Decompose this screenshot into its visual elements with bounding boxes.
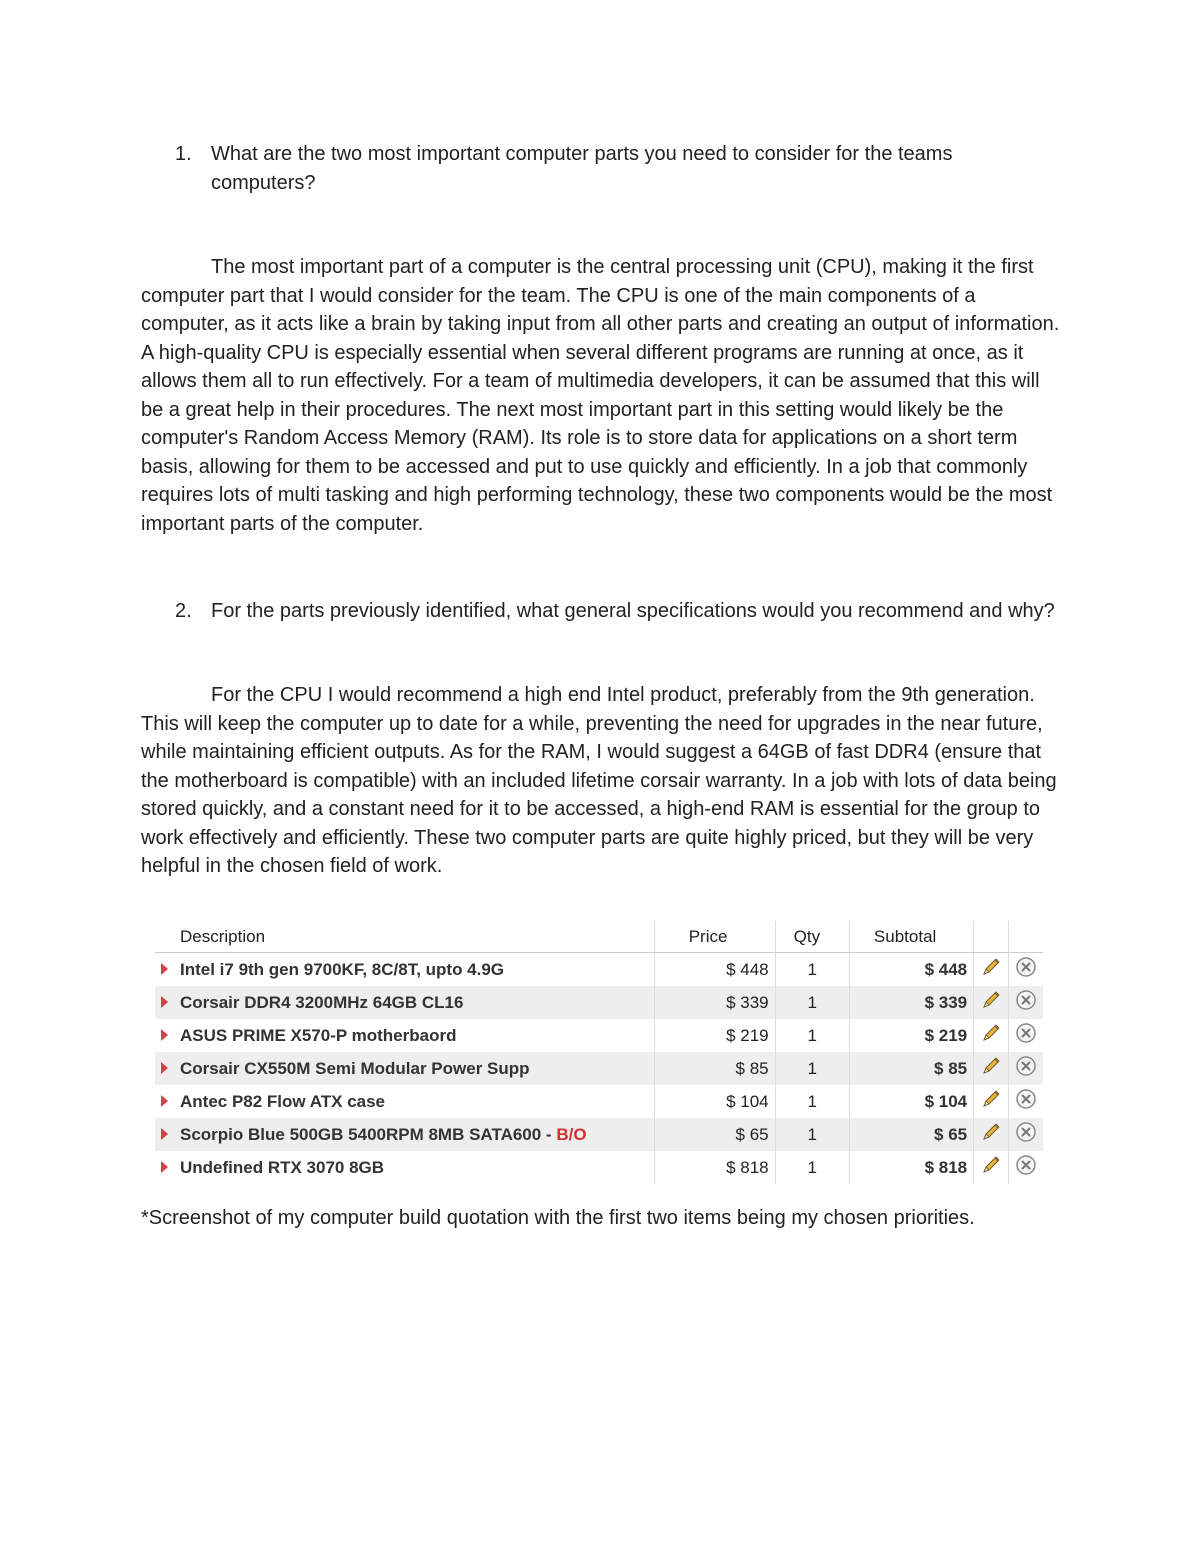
item-description: Undefined RTX 3070 8GB bbox=[180, 1157, 385, 1177]
item-qty: 1 bbox=[775, 1118, 849, 1151]
edit-cell bbox=[974, 1052, 1009, 1085]
item-qty: 1 bbox=[775, 1052, 849, 1085]
question-2 bbox=[175, 597, 1055, 626]
quotation-table bbox=[155, 921, 1043, 1184]
item-price: $ 85 bbox=[654, 1052, 775, 1085]
delete-cell bbox=[1009, 1085, 1043, 1118]
backorder-badge: B/O bbox=[556, 1124, 587, 1144]
header-edit-col bbox=[974, 921, 1009, 953]
item-description-cell bbox=[155, 1085, 654, 1118]
item-subtotal: $ 85 bbox=[849, 1052, 973, 1085]
item-subtotal: $ 219 bbox=[849, 1019, 973, 1052]
item-price: $ 448 bbox=[654, 953, 775, 987]
question-number: 1. bbox=[175, 143, 192, 165]
delete-cell bbox=[1009, 1052, 1043, 1085]
remove-circle-icon[interactable] bbox=[1015, 1022, 1037, 1049]
pencil-icon[interactable] bbox=[980, 1154, 1002, 1181]
table-row bbox=[155, 1151, 1043, 1184]
table-row bbox=[155, 1118, 1043, 1151]
remove-circle-icon[interactable] bbox=[1015, 956, 1037, 983]
edit-cell bbox=[974, 1151, 1009, 1184]
pencil-icon[interactable] bbox=[980, 1055, 1002, 1082]
expand-arrow-icon[interactable] bbox=[161, 1161, 168, 1173]
pencil-icon[interactable] bbox=[980, 1022, 1002, 1049]
item-description: Scorpio Blue 500GB 5400RPM 8MB SATA600 - bbox=[180, 1124, 557, 1144]
item-description-cell bbox=[155, 1052, 654, 1085]
item-price: $ 339 bbox=[654, 986, 775, 1019]
item-description: Antec P82 Flow ATX case bbox=[180, 1091, 386, 1111]
table-row bbox=[155, 986, 1043, 1019]
item-description-cell bbox=[155, 1151, 654, 1184]
table-row bbox=[155, 1052, 1043, 1085]
answer-1-paragraph: The most important part of a computer is the central processing unit (CPU), making it the first computer part that I would consider for the team. The CPU is one of the main components of a computer, as it acts like a brain by taking input from all other parts and creating an output of information. A high-quality CPU is especially essential when several different programs are running at once, as it allows them all to run effectively. For a team of multimedia developers, it can be assumed that this will be a great help in their procedures. The next most important part in this setting would likely be the computer's Random Access Memory (RAM). Its role is to store data for applications on a short term basis, allowing for them to be accessed and put to use quickly and efficiently. In a job that commonly requires lots of multi tasking and high performing technology, these two components would be the most important parts of the computer. bbox=[141, 256, 1060, 535]
pencil-icon[interactable] bbox=[980, 956, 1002, 983]
expand-arrow-icon[interactable] bbox=[161, 996, 168, 1008]
edit-cell bbox=[974, 953, 1009, 987]
edit-cell bbox=[974, 1085, 1009, 1118]
edit-cell bbox=[974, 1118, 1009, 1151]
item-price: $ 65 bbox=[654, 1118, 775, 1151]
remove-circle-icon[interactable] bbox=[1015, 1088, 1037, 1115]
item-subtotal: $ 65 bbox=[849, 1118, 973, 1151]
item-qty: 1 bbox=[775, 1019, 849, 1052]
remove-circle-icon[interactable] bbox=[1015, 1055, 1037, 1082]
delete-cell bbox=[1009, 1118, 1043, 1151]
item-description: Corsair CX550M Semi Modular Power Supp bbox=[180, 1058, 530, 1078]
question-text: What are the two most important computer parts you need to consider for the teams computers? bbox=[211, 143, 953, 194]
item-subtotal: $ 818 bbox=[849, 1151, 973, 1184]
table-row bbox=[155, 1085, 1043, 1118]
pencil-icon[interactable] bbox=[980, 989, 1002, 1016]
remove-circle-icon[interactable] bbox=[1015, 1154, 1037, 1181]
pencil-icon[interactable] bbox=[980, 1121, 1002, 1148]
item-qty: 1 bbox=[775, 1085, 849, 1118]
edit-cell bbox=[974, 986, 1009, 1019]
item-qty: 1 bbox=[775, 986, 849, 1019]
delete-cell bbox=[1009, 1019, 1043, 1052]
header-subtotal: Subtotal bbox=[849, 921, 973, 953]
delete-cell bbox=[1009, 1151, 1043, 1184]
expand-arrow-icon[interactable] bbox=[161, 1095, 168, 1107]
header-qty: Qty bbox=[775, 921, 849, 953]
question-number: 2. bbox=[175, 600, 192, 622]
edit-cell bbox=[974, 1019, 1009, 1052]
item-subtotal: $ 448 bbox=[849, 953, 973, 987]
item-description: ASUS PRIME X570-P motherbaord bbox=[180, 1025, 457, 1045]
quotation-rows bbox=[155, 953, 1043, 1185]
table-row bbox=[155, 953, 1043, 987]
header-price: Price bbox=[654, 921, 775, 953]
item-description-cell bbox=[155, 986, 654, 1019]
item-price: $ 818 bbox=[654, 1151, 775, 1184]
screenshot-caption: *Screenshot of my computer build quotation with the first two items being my chosen priorities. bbox=[141, 1207, 975, 1229]
remove-circle-icon[interactable] bbox=[1015, 989, 1037, 1016]
item-subtotal: $ 104 bbox=[849, 1085, 973, 1118]
question-1 bbox=[175, 140, 1055, 198]
item-qty: 1 bbox=[775, 953, 849, 987]
expand-arrow-icon[interactable] bbox=[161, 963, 168, 975]
delete-cell bbox=[1009, 953, 1043, 987]
table-row bbox=[155, 1019, 1043, 1052]
build-quotation-screenshot bbox=[155, 921, 1045, 1184]
item-description: Corsair DDR4 3200MHz 64GB CL16 bbox=[180, 992, 464, 1012]
item-description-cell bbox=[155, 953, 654, 987]
expand-arrow-icon[interactable] bbox=[161, 1029, 168, 1041]
remove-circle-icon[interactable] bbox=[1015, 1121, 1037, 1148]
item-description-cell bbox=[155, 1118, 654, 1151]
header-delete-col bbox=[1009, 921, 1043, 953]
header-description: Description bbox=[155, 921, 654, 953]
answer-2-paragraph: For the CPU I would recommend a high end Intel product, preferably from the 9th generation. This will keep the computer up to date for a while, preventing the need for upgrades in the near future, while maintaining efficient outputs. As for the RAM, I would suggest a 64GB of fast DDR4 (ensure that the motherboard is compatible) with an included lifetime corsair warranty. In a job with lots of data being stored quickly, and a constant need for it to be accessed, a high-end RAM is essential for the group to work effectively and efficiently. These two computer parts are quite highly priced, but they will be very helpful in the chosen field of work. bbox=[141, 684, 1057, 877]
question-text: For the parts previously identified, what general specifications would you recommend and why? bbox=[211, 600, 1055, 622]
expand-arrow-icon[interactable] bbox=[161, 1128, 168, 1140]
table-header-row bbox=[155, 921, 1043, 953]
item-description-cell bbox=[155, 1019, 654, 1052]
item-qty: 1 bbox=[775, 1151, 849, 1184]
pencil-icon[interactable] bbox=[980, 1088, 1002, 1115]
item-subtotal: $ 339 bbox=[849, 986, 973, 1019]
expand-arrow-icon[interactable] bbox=[161, 1062, 168, 1074]
item-price: $ 104 bbox=[654, 1085, 775, 1118]
item-price: $ 219 bbox=[654, 1019, 775, 1052]
delete-cell bbox=[1009, 986, 1043, 1019]
item-description: Intel i7 9th gen 9700KF, 8C/8T, upto 4.9G bbox=[180, 959, 505, 979]
